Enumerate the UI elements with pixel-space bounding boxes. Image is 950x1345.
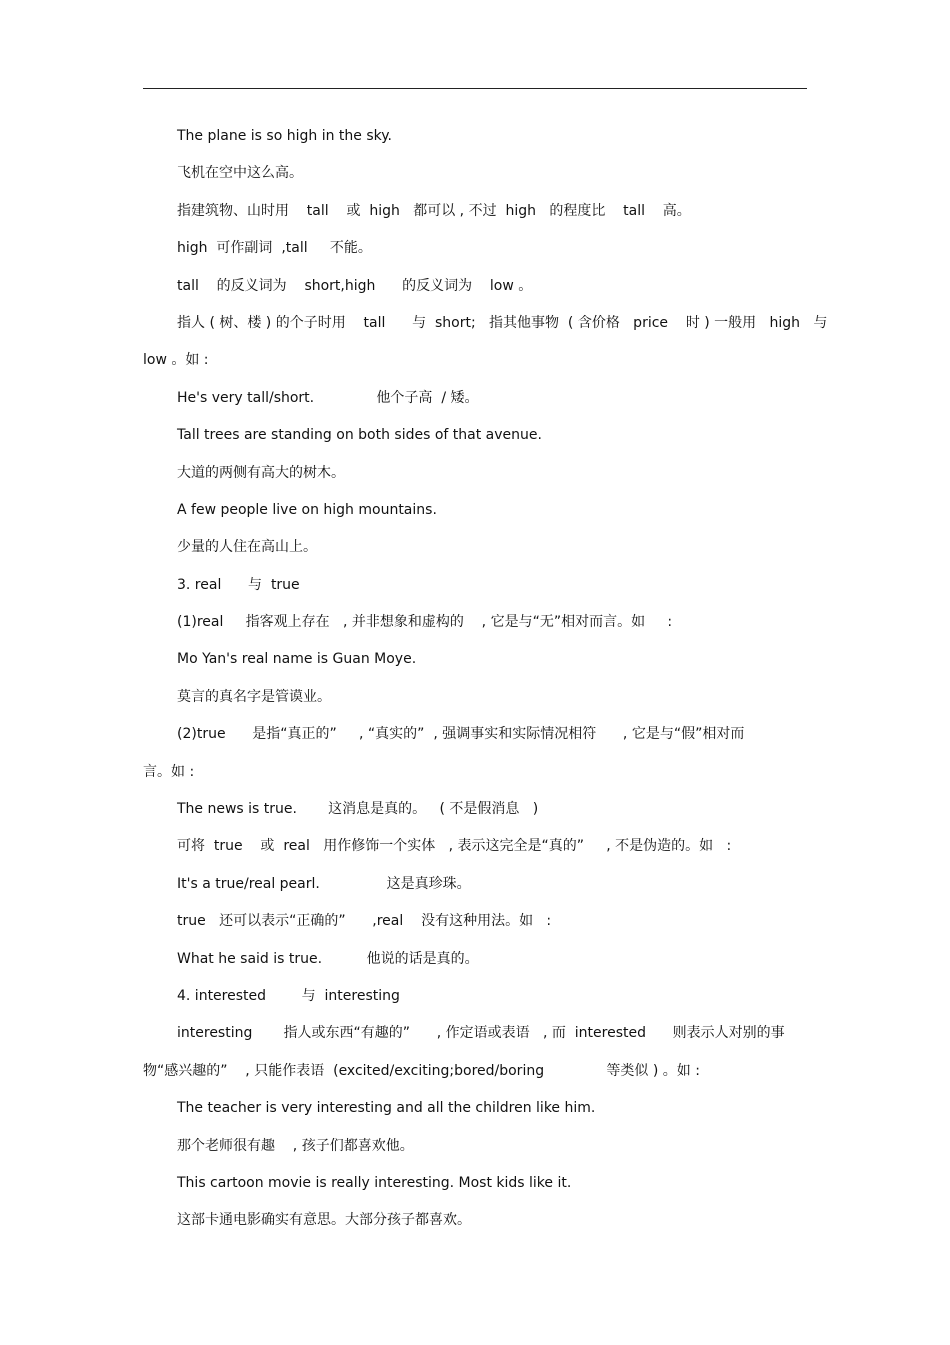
text-line-continuation: 物“感兴趣的” , 只能作表语 (excited/exciting;bored/boring 等类似 ) 。如 :	[143, 1062, 700, 1079]
text-line: true 还可以表示“正确的” ,real 没有这种用法。如 :	[177, 913, 552, 930]
text-line: tall 的反义词为 short,high 的反义词为 low 。	[177, 277, 533, 294]
text-line: The plane is so high in the sky.	[177, 128, 392, 144]
text-line: interesting 指人或东西“有趣的” , 作定语或表语 , 而 interested 则表示人对别的事	[177, 1025, 785, 1042]
text-line: 指建筑物、山时用 tall 或 high 都可以 , 不过 high 的程度比 tall 高。	[177, 202, 691, 219]
text-line: The teacher is very interesting and all the children like him.	[177, 1100, 596, 1117]
text-line: 这部卡通电影确实有意思。大部分孩子都喜欢。	[177, 1212, 471, 1229]
section-heading: 3. real 与 true	[177, 576, 300, 593]
text-line-continuation: 言。如 :	[143, 763, 195, 780]
text-line: This cartoon movie is really interesting. Most kids like it.	[177, 1174, 572, 1191]
text-line: What he said is true. 他说的话是真的。	[177, 950, 479, 967]
text-line: high 可作副词 ,tall 不能。	[177, 240, 372, 257]
header-rule	[143, 88, 807, 89]
text-line: He's very tall/short. 他个子高 / 矮。	[177, 389, 479, 406]
section-heading: 4. interested 与 interesting	[177, 987, 400, 1004]
text-line: Mo Yan's real name is Guan Moye.	[177, 651, 417, 668]
text-line: 可将 true 或 real 用作修饰一个实体 , 表示这完全是“真的” , 不是伪造的。如 :	[177, 838, 732, 855]
text-line: 少量的人住在高山上。	[177, 539, 317, 556]
text-line: 指人 ( 树、楼 ) 的个子时用 tall 与 short; 指其他事物 ( 含价格 price 时 ) 一般用 high 与	[177, 314, 828, 331]
text-line-continuation: low 。如 :	[143, 352, 209, 369]
text-line: (1)real 指客观上存在 , 并非想象和虚构的 , 它是与“无”相对而言。如 :	[177, 614, 673, 631]
text-line: 莫言的真名字是管谟业。	[177, 688, 331, 705]
document-body	[143, 118, 828, 1240]
text-line: It's a true/real pearl. 这是真珍珠。	[177, 875, 471, 892]
text-line: The news is true. 这消息是真的。 ( 不是假消息 )	[177, 801, 539, 818]
text-line: 大道的两侧有高大的树木。	[177, 464, 345, 481]
text-line: 那个老师很有趣 , 孩子们都喜欢他。	[177, 1137, 414, 1154]
text-line: A few people live on high mountains.	[177, 501, 437, 518]
text-line: (2)true 是指“真正的” , “真实的” , 强调事实和实际情况相符 , 它是与“假”相对而	[177, 726, 745, 743]
text-line: 飞机在空中这么高。	[177, 165, 303, 182]
text-line: Tall trees are standing on both sides of that avenue.	[177, 427, 542, 444]
